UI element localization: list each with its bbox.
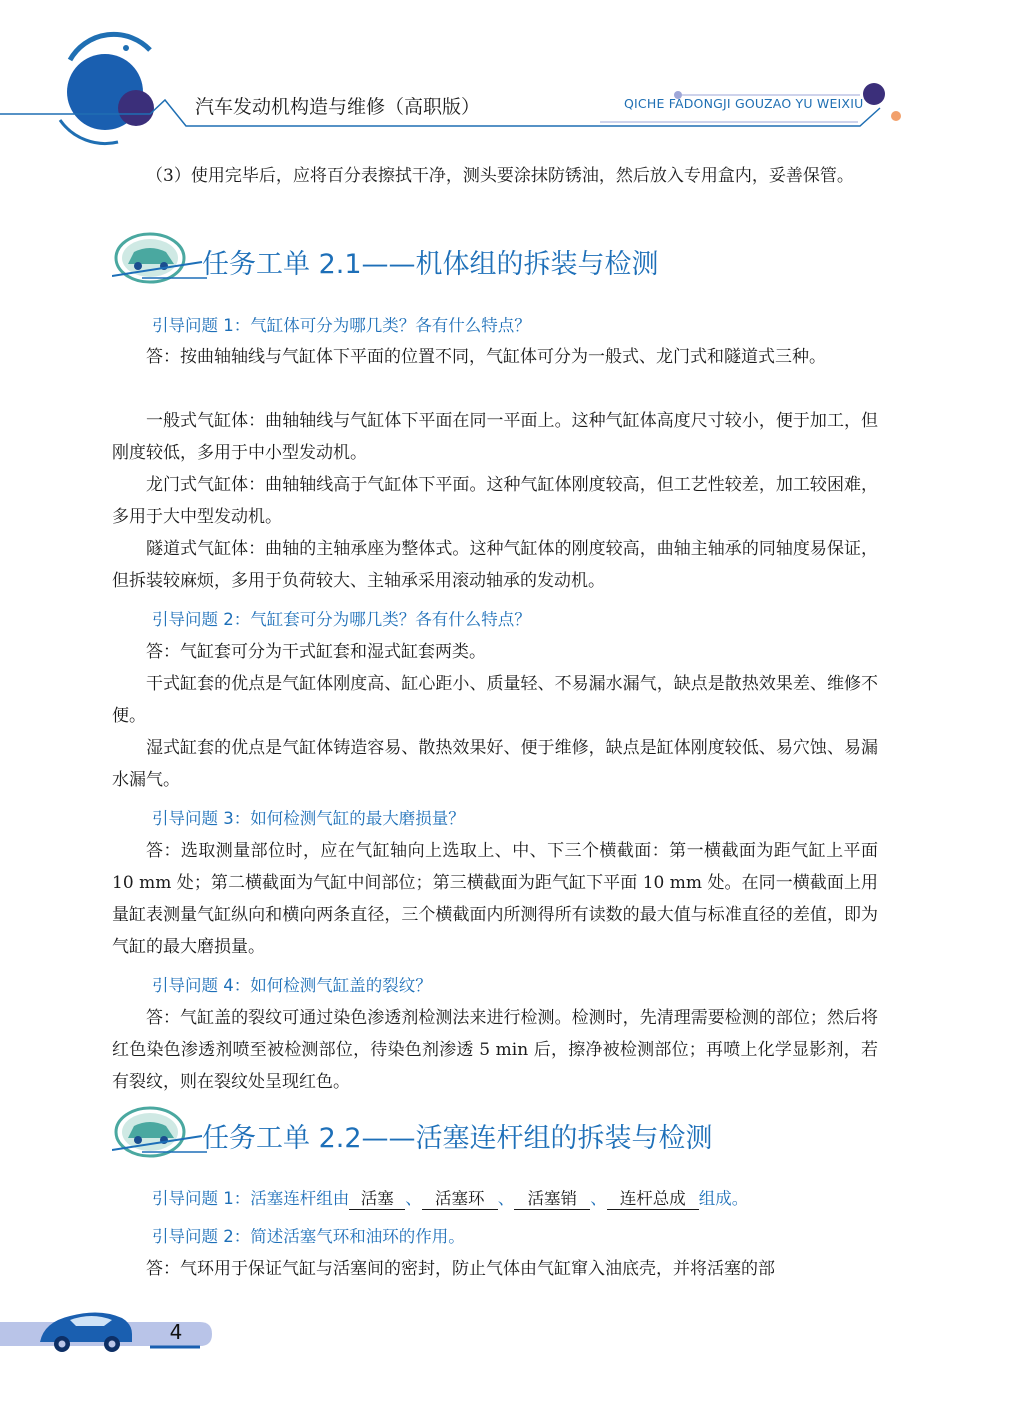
guide-question-3: 引导问题 3：如何检测气缸的最大磨损量？ xyxy=(152,809,465,828)
car-badge-icon xyxy=(112,232,207,292)
answer-paragraph: 龙门式气缸体：曲轴轴线高于气缸体下平面。这种气缸体刚度较高，但工艺性较差，加工较困难，多用于大中型发动机。 xyxy=(112,475,878,527)
answer-paragraph: 答：气缸套可分为干式缸套和湿式缸套两类。 xyxy=(146,642,486,662)
fill-blank: 活塞销 xyxy=(514,1189,590,1210)
fill-blank: 活塞环 xyxy=(422,1189,498,1210)
guide-question-2: 引导问题 2：气缸套可分为哪几类？各有什么特点？ xyxy=(152,610,531,629)
question-suffix: 组成。 xyxy=(698,1189,749,1208)
page-number: 4 xyxy=(169,1320,183,1344)
separator: 、 xyxy=(405,1189,422,1208)
answer-paragraph: 隧道式气缸体：曲轴的主轴承座为整体式。这种气缸体的刚度较高，曲轴主轴承的同轴度易保证，但拆装较麻烦，多用于负荷较大、主轴承采用滚动轴承的发动机。 xyxy=(112,539,878,591)
answer-paragraph: 答：按曲轴轴线与气缸体下平面的位置不同，气缸体可分为一般式、龙门式和隧道式三种。 xyxy=(146,347,826,367)
car-badge-icon xyxy=(112,1106,207,1166)
book-title-pinyin: QICHE FADONGJI GOUZAO YU WEIXIU xyxy=(624,96,864,111)
header-decoration xyxy=(0,0,1015,160)
separator: 、 xyxy=(497,1189,515,1208)
question-prefix: 引导问题 1：活塞连杆组由 xyxy=(152,1189,350,1208)
fill-blank: 连杆总成 xyxy=(607,1189,699,1210)
book-title: 汽车发动机构造与维修（高职版） xyxy=(195,96,481,118)
task-heading-2-2 xyxy=(112,1106,812,1166)
intro-paragraph: （3）使用完毕后，应将百分表擦拭干净，测头要涂抹防锈油，然后放入专用盒内，妥善保管。 xyxy=(146,166,854,186)
fill-blank: 活塞 xyxy=(349,1189,405,1210)
footer-decoration xyxy=(0,1300,260,1360)
separator: 、 xyxy=(590,1189,607,1208)
guide-question-1 xyxy=(152,1185,748,1210)
guide-question-2: 引导问题 2：简述活塞气环和油环的作用。 xyxy=(152,1227,465,1246)
answer-paragraph: 湿式缸套的优点是气缸体铸造容易、散热效果好、便于维修，缺点是缸体刚度较低、易穴蚀、易漏水漏气。 xyxy=(112,738,878,790)
answer-paragraph: 答：气缸盖的裂纹可通过染色渗透剂检测法来进行检测。检测时，先清理需要检测的部位；然后将红色染色渗透剂喷至被检测部位，待染色剂渗透 5 min 后，擦净被检测部位；再喷上化学显影剂，若有裂纹，则在裂纹处呈现红色。 xyxy=(112,1008,878,1092)
answer-paragraph: 答：气环用于保证气缸与活塞间的密封，防止气体由气缸窜入油底壳，并将活塞的部 xyxy=(146,1259,775,1279)
task-title: 任务工单 2.2——活塞连杆组的拆装与检测 xyxy=(202,1123,713,1154)
guide-question-4: 引导问题 4：如何检测气缸盖的裂纹？ xyxy=(152,976,432,995)
answer-paragraph: 一般式气缸体：曲轴轴线与气缸体下平面在同一平面上。这种气缸体高度尺寸较小，便于加工，但刚度较低，多用于中小型发动机。 xyxy=(112,411,878,463)
watermark: ⠀ xyxy=(300,485,390,579)
answer-paragraph: 答：选取测量部位时，应在气缸轴向上选取上、中、下三个横截面：第一横截面为距气缸上平面 10 mm 处；第二横截面为气缸中间部位；第三横截面为距气缸下平面 10 mm 处。在同一横截面上用量缸表测量气缸纵向和横向两条直径，三个横截面内所测得所有读数的最大值与标准直径的差值，即为气缸的最大磨损量。 xyxy=(112,841,878,957)
header-right-circle xyxy=(863,83,885,105)
guide-question-1: 引导问题 1：气缸体可分为哪几类？各有什么特点？ xyxy=(152,316,531,335)
task-heading-2-1 xyxy=(112,232,712,292)
task-title: 任务工单 2.1——机体组的拆装与检测 xyxy=(202,249,659,280)
answer-paragraph: 干式缸套的优点是气缸体刚度高、缸心距小、质量轻、不易漏水漏气，缺点是散热效果差、维修不便。 xyxy=(112,674,878,726)
header-purple-circle xyxy=(118,90,154,126)
